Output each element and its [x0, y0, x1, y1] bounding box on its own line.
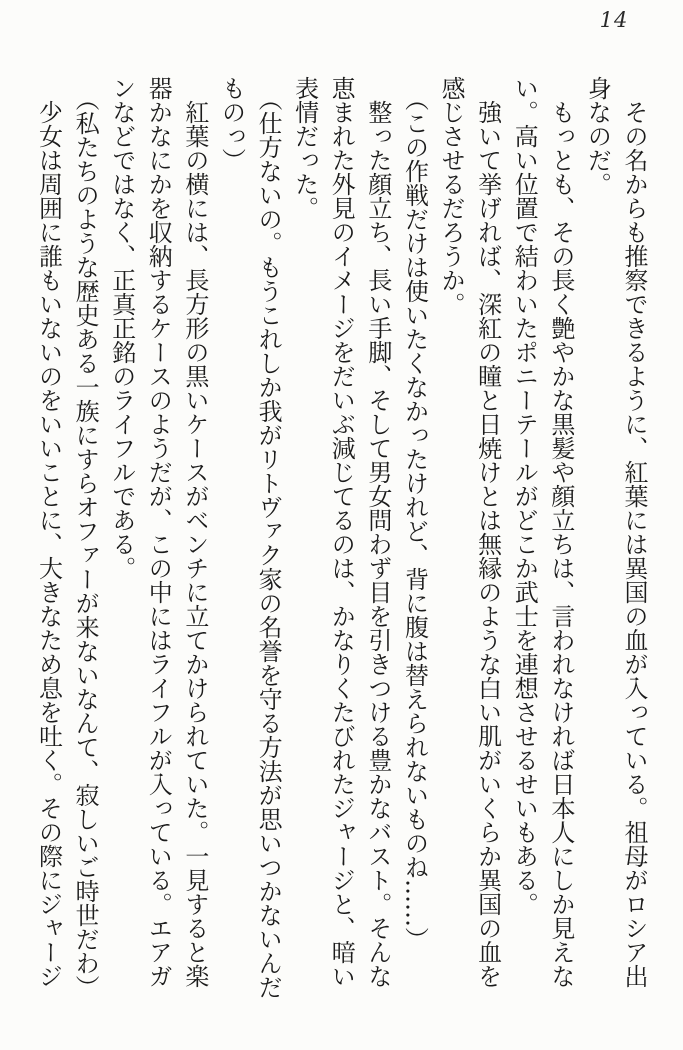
page-number: 14 — [599, 8, 629, 32]
paragraph: （仕方ないの。もうこれしか我がリトヴァク家の名誉を守る方法が思いつかないんだものっ） — [217, 76, 283, 999]
paragraph: もっとも、その長く艶やかな黒髪や顔立ちは、言われなければ日本人にしか見えない。高い位置で結わいたポニーテールがどこか武士を連想させるせいもある。 — [510, 76, 575, 988]
paragraph: （この作戦だけは使いたくなかったけれど、背に腹は替えられないものね……） — [400, 86, 429, 951]
paragraph: 少女は周囲に誰もいないのをいいことに、大きなため息を吐く。その際にジャージ — [34, 100, 63, 988]
paragraph: その名からも推察できるように、紅葉には異国の血が入っている。祖母がロシア出身なのだ。 — [583, 76, 648, 988]
paragraph: 紅葉の横には、長方形の黒いケースがベンチに立てかけられていた。一見すると楽器かなにかを収納するケースのようだが、この中にはライフルが入っている。エアガンなどではなく、正真正銘のライフルである。 — [107, 76, 209, 988]
text-body — [30, 76, 652, 1002]
paragraph: （私たちのような歴史ある一族にすらオファーが来ないなんて、寂しいご時世だわ） — [71, 86, 100, 999]
paragraph: 整った顔立ち、長い手脚、そして男女問わず目を引きつける豊かなバスト。そんな恵まれた外見のイメージをだいぶ減じてるのは、かなりくたびれたジャージと、暗い表情だった。 — [290, 76, 392, 988]
paragraph: 強いて挙げれば、深紅の瞳と日焼けとは無縁のような白い肌がいくらか異国の血を感じさせるだろうか。 — [437, 76, 502, 988]
